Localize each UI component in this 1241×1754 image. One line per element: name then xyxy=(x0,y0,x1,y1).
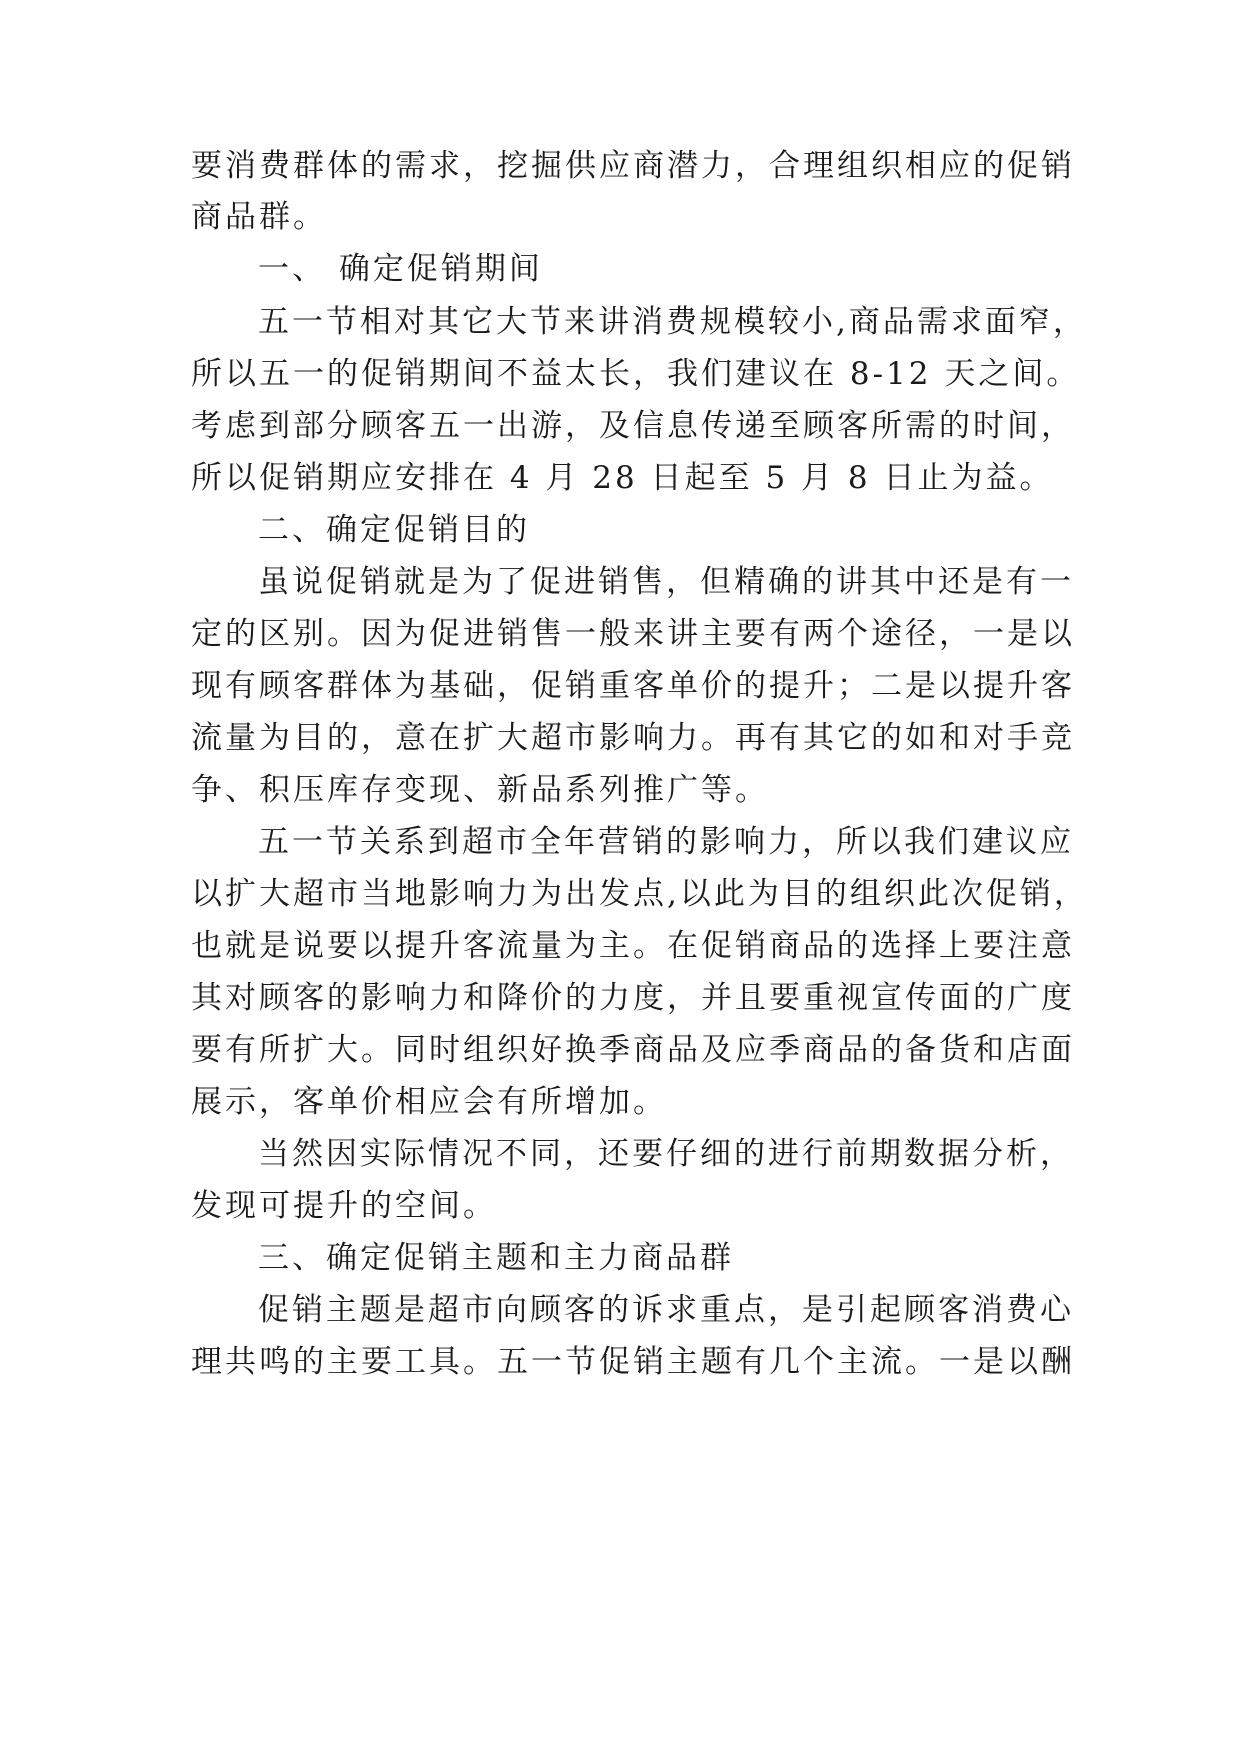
section-heading: 一、 确定促销期间 xyxy=(258,251,543,287)
text-line: 展示，客单价相应会有所增加。 xyxy=(191,1084,667,1120)
text-line: 理共鸣的主要工具。五一节促销主题有几个主流。一是以酬 xyxy=(191,1344,1075,1380)
text-line: 也就是说要以提升客流量为主。在促销商品的选择上要注意 xyxy=(191,928,1075,964)
text-line: 商品群。 xyxy=(191,199,327,235)
text-line: 要消费群体的需求，挖掘供应商潜力，合理组织相应的促销 xyxy=(191,148,1075,184)
text-line: 虽说促销就是为了促进销售，但精确的讲其中还是有一 xyxy=(258,564,1074,600)
text-line: 促销主题是超市向顾客的诉求重点，是引起顾客消费心 xyxy=(258,1292,1074,1328)
text-line: 所以促销期应安排在 4 月 28 日起至 5 月 8 日止为益。 xyxy=(191,460,1054,496)
text-line: 流量为目的，意在扩大超市影响力。再有其它的如和对手竞 xyxy=(191,720,1075,756)
text-line: 五一节关系到超市全年营销的影响力，所以我们建议应 xyxy=(258,824,1074,860)
text-line: 争、积压库存变现、新品系列推广等。 xyxy=(191,772,769,808)
text-line: 以扩大超市当地影响力为出发点,以此为目的组织此次促销， xyxy=(191,876,1088,912)
section-heading: 三、确定促销主题和主力商品群 xyxy=(258,1240,734,1276)
text-line: 发现可提升的空间。 xyxy=(191,1188,497,1224)
text-line: 要有所扩大。同时组织好换季商品及应季商品的备货和店面 xyxy=(191,1032,1075,1068)
text-line: 五一节相对其它大节来讲消费规模较小,商品需求面窄， xyxy=(258,304,1087,340)
text-line: 现有顾客群体为基础，促销重客单价的提升；二是以提升客 xyxy=(191,668,1075,704)
text-line: 所以五一的促销期间不益太长，我们建议在 8-12 天之间。 xyxy=(191,356,1081,392)
section-heading: 二、确定促销目的 xyxy=(258,512,530,548)
text-line: 其对顾客的影响力和降价的力度，并且要重视宣传面的广度 xyxy=(191,980,1075,1016)
text-line: 考虑到部分顾客五一出游，及信息传递至顾客所需的时间， xyxy=(191,408,1075,444)
text-line: 定的区别。因为促进销售一般来讲主要有两个途径，一是以 xyxy=(191,616,1075,652)
text-line: 当然因实际情况不同，还要仔细的进行前期数据分析， xyxy=(258,1136,1074,1172)
